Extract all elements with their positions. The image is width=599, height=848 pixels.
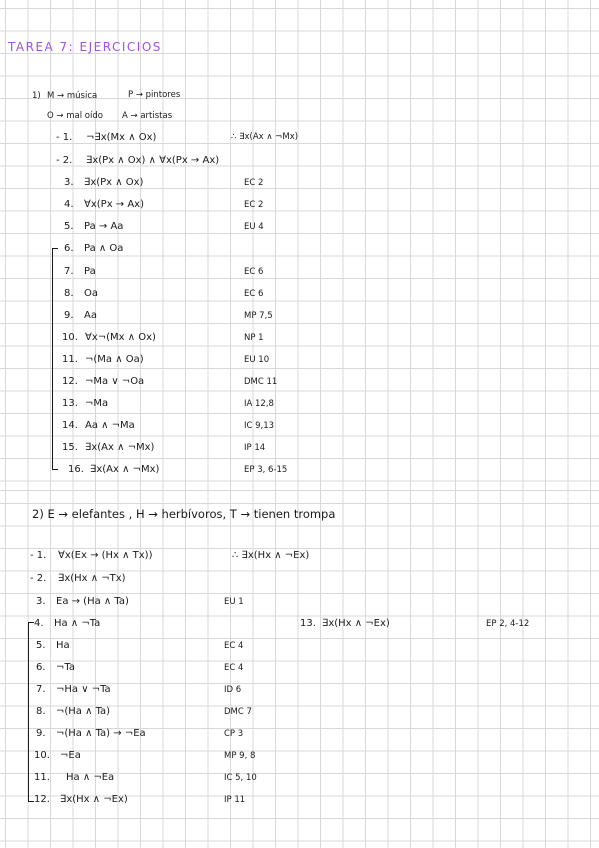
ex2-line-num: 10.: [34, 750, 50, 761]
ex2-line-num: 8.: [36, 706, 46, 717]
ex1-line-num: 3.: [64, 177, 74, 188]
ex2-line-formula: ¬Ha ∨ ¬Ta: [56, 684, 111, 695]
ex2-line-rule: CP 3: [224, 729, 244, 739]
ex1-line-formula: ¬(Ma ∧ Oa): [85, 354, 144, 365]
ex1-line-num: 6.: [64, 243, 74, 254]
ex2-final-formula: ∃x(Hx ∧ ¬Ex): [322, 618, 390, 629]
ex2-line-formula: ¬(Ha ∧ Ta): [56, 706, 111, 717]
ex2-line-num: - 1.: [30, 550, 47, 561]
ex2-final-rule: EP 2, 4-12: [486, 619, 530, 629]
ex1-line-formula: Aa: [84, 310, 97, 321]
ex1-line-rule: EC 2: [244, 178, 264, 188]
ex2-line-rule: MP 9, 8: [224, 751, 256, 761]
ex1-line-rule: DMC 11: [244, 377, 278, 387]
ex1-line-num: 8.: [64, 288, 74, 299]
ex1-line-formula: ∀x(Px → Ax): [84, 199, 145, 210]
ex2-line-rule: EU 1: [224, 597, 244, 607]
ex1-line-num: 4.: [64, 199, 74, 210]
ex2-line-rule: IC 5, 10: [224, 773, 257, 783]
ex2-line-formula: ∃x(Hx ∧ ¬Ex): [60, 794, 128, 805]
ex2-line-formula: Ha ∧ ¬Ea: [66, 772, 115, 783]
ex2-line-num: 12.: [34, 794, 50, 805]
ex2-final-num: 13.: [300, 618, 316, 629]
ex1-line-rule: IC 9,13: [244, 421, 275, 431]
ex1-line-rule: NP 1: [244, 333, 264, 343]
ex2-line-rule: EC 4: [224, 663, 244, 673]
ex1-line-formula: Aa ∧ ¬Ma: [85, 420, 135, 431]
ex1-def-m: M → música: [47, 91, 98, 101]
ex1-line-num: 7.: [64, 266, 74, 277]
ex1-def-o: O → mal oído: [47, 111, 103, 121]
ex1-def-p: P → pintores: [128, 90, 181, 100]
ex1-line-formula: ¬∃x(Mx ∧ Ox): [86, 132, 157, 143]
page-title: TAREA 7: EJERCICIOS: [8, 40, 162, 54]
ex1-def-a: A → artistas: [122, 111, 173, 121]
ex1-line-num: 9.: [64, 310, 74, 321]
ex1-line-rule: EC 6: [244, 267, 264, 277]
ex2-line-rule: EC 4: [224, 641, 244, 651]
ex2-line-rule: ID 6: [224, 685, 242, 695]
ex1-line-num: 11.: [62, 354, 78, 365]
ex1-line-rule: MP 7,5: [244, 311, 273, 321]
ex2-line-formula: ¬(Ha ∧ Ta) → ¬Ea: [56, 728, 146, 739]
ex1-conclusion: ∴ ∃x(Ax ∧ ¬Mx): [231, 132, 299, 142]
ex1-line-formula: ∃x(Px ∧ Ox): [84, 177, 144, 188]
ex2-line-num: 6.: [36, 662, 46, 673]
ex1-subproof-bracket: [52, 248, 58, 470]
ex1-line-rule: IA 12,8: [244, 399, 274, 409]
ex1-line-num: 12.: [62, 376, 78, 387]
ex2-line-rule: IP 11: [224, 795, 246, 805]
ex2-header: 2) E → elefantes , H → herbívoros, T → tienen trompa: [32, 507, 336, 521]
ex1-line-formula: Oa: [84, 288, 98, 299]
ex1-line-formula: ∀x¬(Mx ∧ Ox): [85, 332, 156, 343]
ex1-line-formula: ∃x(Ax ∧ ¬Mx): [90, 464, 160, 475]
ex1-line-rule: EC 2: [244, 200, 264, 210]
ex2-line-formula: Ha ∧ ¬Ta: [54, 618, 101, 629]
ex1-line-formula: Pa → Aa: [84, 221, 124, 232]
ex2-line-num: - 2.: [30, 573, 47, 584]
ex2-line-num: 11.: [34, 772, 50, 783]
ex1-line-num: 13.: [62, 398, 78, 409]
ex2-line-num: 3.: [36, 596, 46, 607]
ex1-line-rule: EC 6: [244, 289, 264, 299]
ex2-line-formula: Ha: [56, 640, 70, 651]
ex1-line-num: 15.: [62, 442, 78, 453]
ex1-line-formula: Pa: [84, 266, 96, 277]
ex1-header: 1): [32, 91, 41, 101]
ex2-line-formula: ∀x(Ex → (Hx ∧ Tx)): [58, 550, 153, 561]
ex2-line-formula: ¬Ea: [60, 750, 81, 761]
ex2-line-rule: DMC 7: [224, 707, 252, 717]
ex2-line-num: 4.: [34, 618, 44, 629]
ex2-line-formula: Ea → (Ha ∧ Ta): [56, 596, 129, 607]
ex1-line-num: 5.: [64, 221, 74, 232]
ex2-line-formula: ¬Ta: [56, 662, 75, 673]
ex1-line-rule: EU 4: [244, 222, 264, 232]
ex2-line-num: 9.: [36, 728, 46, 739]
ex1-line-num: 16.: [68, 464, 84, 475]
ex1-line-formula: ¬Ma: [85, 398, 109, 409]
ex2-line-num: 5.: [36, 640, 46, 651]
ex1-line-num: - 2.: [56, 155, 73, 166]
ex1-line-rule: IP 14: [244, 443, 266, 453]
ex1-line-formula: ∃x(Ax ∧ ¬Mx): [85, 442, 155, 453]
ex1-line-formula: ∃x(Px ∧ Ox) ∧ ∀x(Px → Ax): [86, 155, 220, 166]
ex2-line-num: 7.: [36, 684, 46, 695]
ex1-line-rule: EP 3, 6-15: [244, 465, 288, 475]
ex2-line-formula: ∃x(Hx ∧ ¬Tx): [58, 573, 126, 584]
ex1-line-formula: ¬Ma ∨ ¬Oa: [85, 376, 145, 387]
ex1-line-num: - 1.: [56, 132, 73, 143]
ex1-line-num: 14.: [62, 420, 78, 431]
ex1-line-rule: EU 10: [244, 355, 270, 365]
section-divider: [0, 490, 599, 491]
ex1-line-num: 10.: [62, 332, 78, 343]
ex1-line-formula: Pa ∧ Oa: [84, 243, 124, 254]
ex2-conclusion: ∴ ∃x(Hx ∧ ¬Ex): [232, 550, 310, 561]
